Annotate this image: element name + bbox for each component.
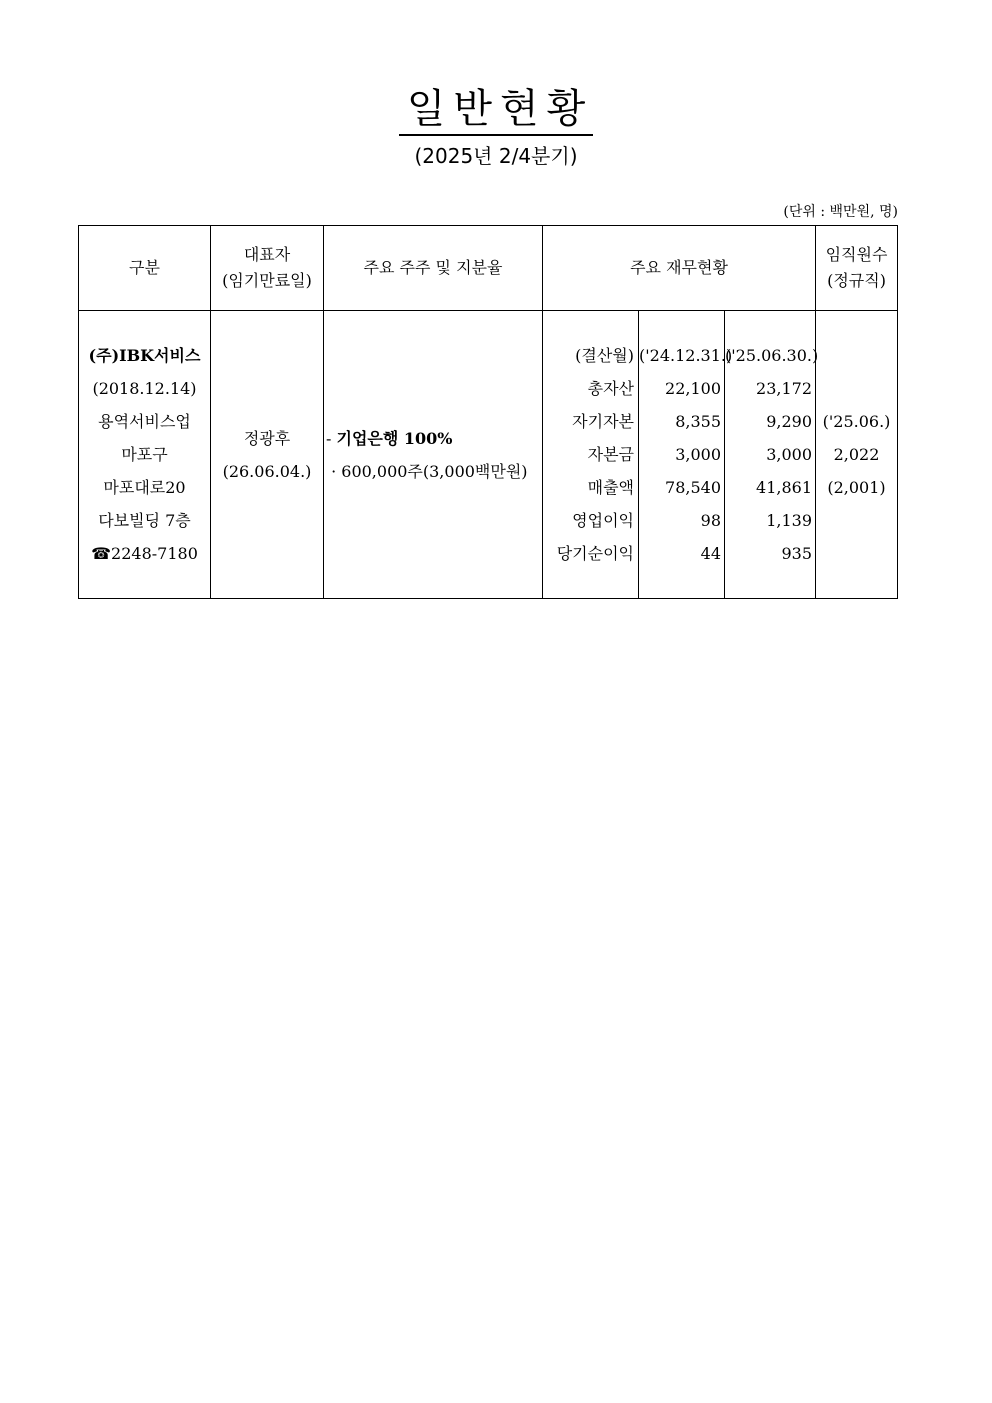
fin-value: 3,000: [675, 445, 721, 464]
fin-col2-period: ('25.06.30.): [725, 346, 819, 365]
company-phone: ☎2248-7180: [91, 544, 198, 563]
company-address2: 마포대로20: [103, 478, 186, 497]
title-wrap: [0, 84, 992, 136]
shareholder-main-line: - 기업은행 100%: [326, 428, 453, 448]
page-subtitle: (2025년 2/4분기): [414, 144, 578, 168]
company-name: (주)IBK서비스: [88, 346, 201, 365]
fin-value: 23,172: [756, 379, 813, 398]
page-title: 일반현황: [399, 84, 594, 136]
fin-value: 44: [700, 544, 721, 563]
ceo-term-end: (26.06.04.): [222, 461, 312, 481]
fin-col2-cell: [725, 311, 819, 599]
fin-label: 총자산: [587, 379, 634, 398]
company-address1: 마포구: [121, 445, 168, 464]
shareholder-detail: 600,000주(3,000백만원): [341, 461, 528, 481]
header-shareholders: 주요 주주 및 지분율: [324, 226, 543, 311]
header-employees-line1: 임직원수: [825, 245, 888, 264]
ceo-cell: [211, 311, 324, 599]
fin-label: 영업이익: [572, 511, 634, 530]
employees-as-of: ('25.06.): [822, 412, 891, 431]
header-ceo: [211, 226, 324, 311]
header-financials: 주요 재무현황: [543, 226, 816, 311]
header-ceo-line2: (임기만료일): [222, 271, 312, 290]
fin-value: 8,355: [675, 412, 721, 431]
fin-value: 41,861: [756, 478, 813, 497]
fin-labels-cell: [543, 311, 639, 599]
shareholder-detail-line: · 600,000주(3,000백만원): [326, 461, 528, 481]
company-founded: (2018.12.14): [92, 379, 197, 398]
employees-total: 2,022: [833, 445, 880, 464]
fin-value: 3,000: [766, 445, 813, 464]
company-cell: [79, 311, 211, 599]
employees-cell: [816, 311, 898, 599]
shareholder-cell: [324, 311, 543, 599]
fin-value: 1,139: [766, 511, 813, 530]
shareholder-main: 기업은행 100%: [336, 428, 453, 448]
company-address3: 다보빌딩 7층: [98, 511, 191, 530]
fin-value: 9,290: [766, 412, 813, 431]
header-row: [79, 226, 898, 311]
fin-value: 98: [700, 511, 721, 530]
header-category: 구분: [79, 226, 211, 311]
fin-value: 935: [781, 544, 813, 563]
ceo-name: 정광후: [243, 428, 291, 448]
fin-value: 22,100: [665, 379, 721, 398]
fin-label: 매출액: [587, 478, 634, 497]
header-employees: [816, 226, 898, 311]
fin-value: 78,540: [665, 478, 721, 497]
data-row: [79, 311, 898, 599]
header-employees-line2: (정규직): [827, 271, 886, 290]
status-table: [78, 225, 898, 599]
header-ceo-line1: 대표자: [243, 245, 291, 264]
fin-label: 자본금: [587, 445, 634, 464]
fin-period-label: (결산월): [575, 346, 634, 365]
fin-label: 당기순이익: [556, 544, 634, 563]
company-business: 용역서비스업: [98, 412, 191, 431]
employees-regular: (2,001): [827, 478, 886, 497]
fin-label: 자기자본: [572, 412, 634, 431]
unit-note: (단위 : 백만원, 명): [783, 204, 898, 220]
fin-col1-period: ('24.12.31.): [639, 346, 733, 365]
fin-col1-cell: [639, 311, 733, 599]
